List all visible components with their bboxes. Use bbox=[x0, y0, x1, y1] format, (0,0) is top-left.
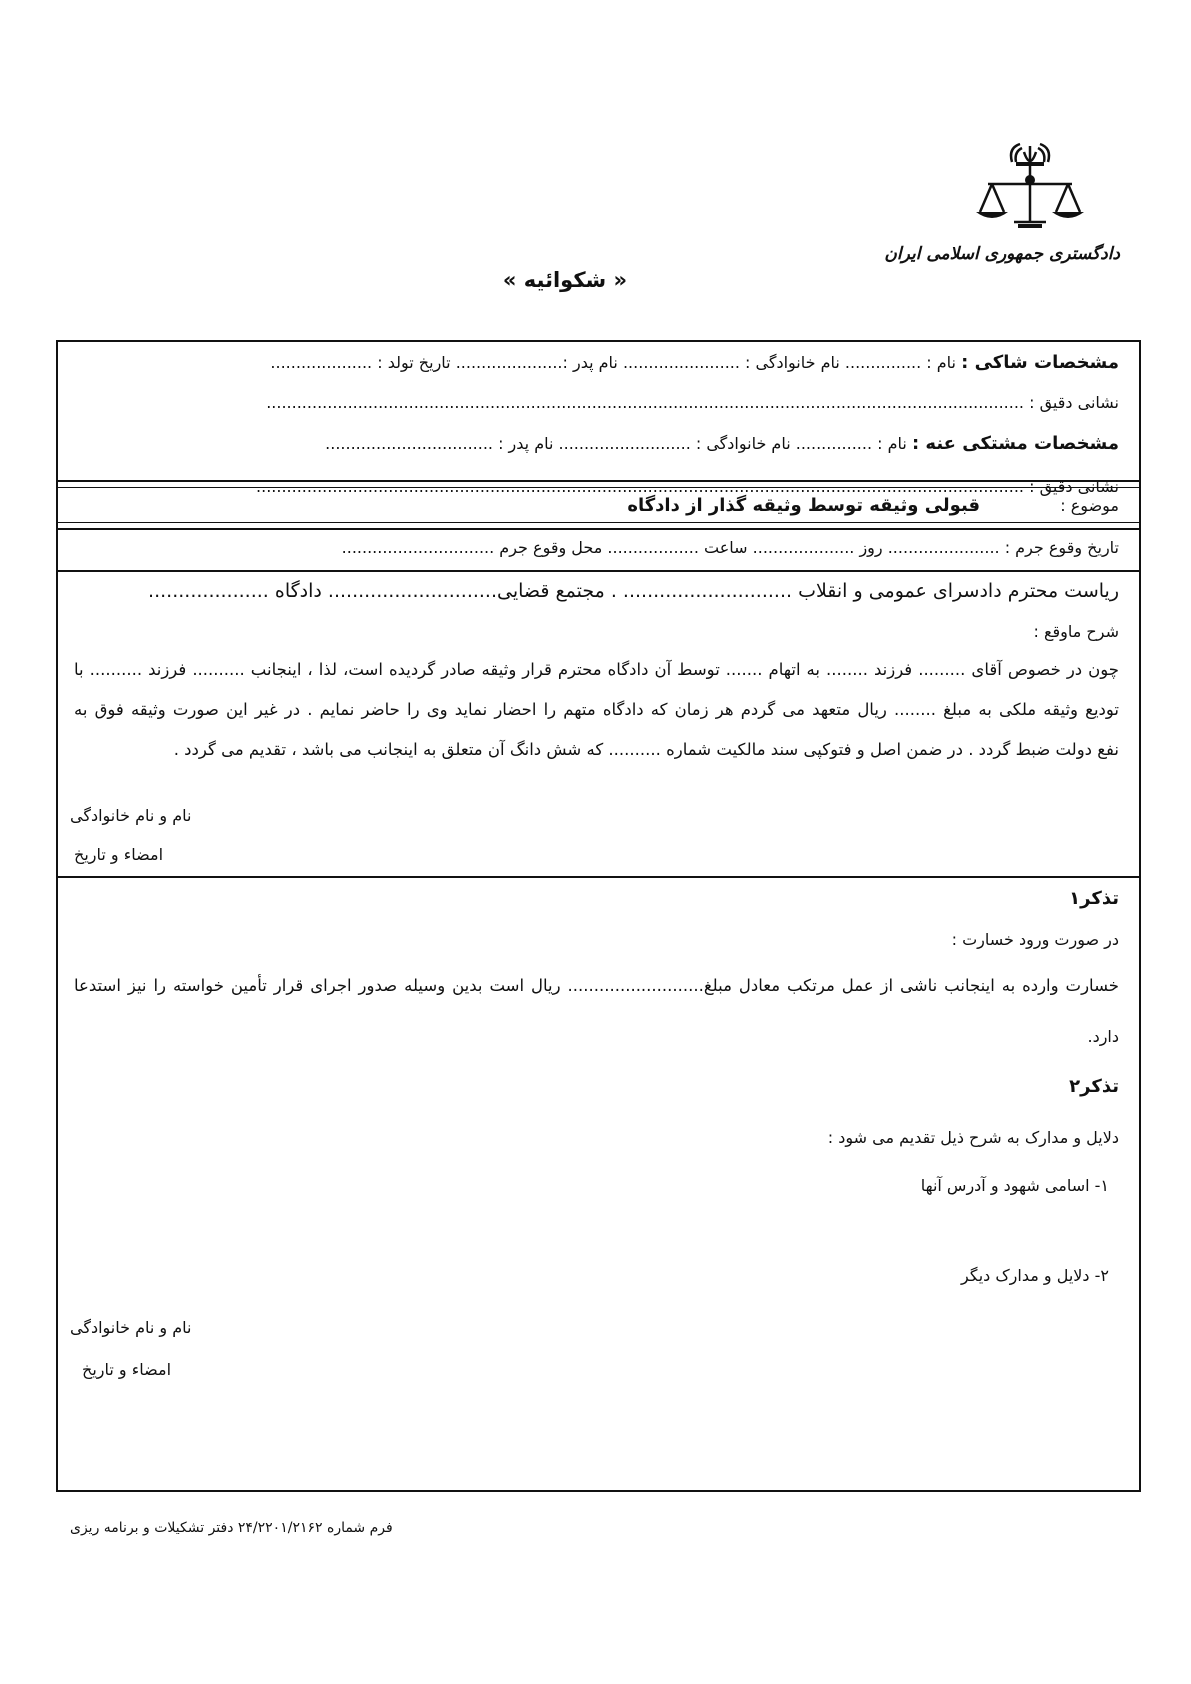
document-title: « شکوائیه » bbox=[502, 268, 628, 292]
note1-line: خسارت وارده به اینجانب ناشی از عمل مرتکب معادل مبلغ.......................... ریال است بدین وسیله صدور اجرای قرار تأمین خواسته را نیز استدعا bbox=[74, 976, 1119, 995]
facts-label: شرح ماوقع : bbox=[1033, 622, 1119, 641]
note1-intro: در صورت ورود خسارت : bbox=[951, 930, 1119, 949]
signature-name-label: نام و نام خانوادگی bbox=[70, 806, 192, 825]
crime-details: تاریخ وقوع جرم : ...................... روز .................... ساعت .................. محل وقوع جرم .............................. bbox=[341, 538, 1119, 557]
defendant-heading: مشخصات مشتکی عنه : bbox=[911, 433, 1119, 454]
note2-title: تذکر۲ bbox=[1069, 1076, 1119, 1097]
defendant-row bbox=[325, 433, 1119, 454]
signature-date-label: امضاء و تاریخ bbox=[74, 845, 164, 864]
subject-value: قبولی وثیقه توسط وثیقه گذار از دادگاه bbox=[627, 495, 981, 516]
note1-title: تذکر۱ bbox=[1069, 888, 1119, 909]
emblem-icon bbox=[970, 140, 1090, 235]
complainant-address: نشانی دقیق : ..................................................................................................................................................... bbox=[266, 393, 1119, 412]
complainant-row bbox=[270, 352, 1119, 373]
defendant-fields: نام : ............... نام خانوادگی : .......................... نام پدر : ................................. bbox=[325, 434, 907, 453]
signature-date-label: امضاء و تاریخ bbox=[82, 1360, 172, 1379]
complainant-heading: مشخصات شاکی : bbox=[961, 352, 1119, 373]
facts-line: نفع دولت ضبط گردد . در ضمن اصل و فتوکپی سند مالکیت شماره .......... که شش دانگ آن متعلق به اینجانب می باشد ، تقدیم می گردد . bbox=[173, 740, 1119, 759]
note1-line: دارد. bbox=[1087, 1027, 1119, 1046]
note2-intro: دلایل و مدارک به شرح ذیل تقدیم می شود : bbox=[827, 1128, 1119, 1147]
subject-row bbox=[627, 495, 1119, 516]
form-number-footer: فرم شماره ۲۴/۲۲۰۱/۲۱۶۲ دفتر تشکیلات و برنامه ریزی bbox=[70, 1520, 393, 1536]
divider bbox=[56, 876, 1141, 878]
divider bbox=[56, 570, 1141, 572]
note2-item: ۱- اسامی شهود و آدرس آنها bbox=[920, 1176, 1109, 1195]
defendant-address: نشانی دقیق : ....................................................................................................................................................... bbox=[256, 477, 1119, 496]
facts-line: تودیع وثیقه ملکی به مبلغ ........ ریال متعهد می گردم هر زمان که دادگاه متهم را احضار نماید وی را حاضر نمایم . در غیر این صورت وثیقه فوق به bbox=[74, 700, 1119, 719]
addressee: ریاست محترم دادسرای عمومی و انقلاب ............................ . مجتمع قضایی............................ دادگاه .................... bbox=[148, 580, 1119, 602]
signature-name-label: نام و نام خانوادگی bbox=[70, 1318, 192, 1337]
note2-item: ۲- دلایل و مدارک دیگر bbox=[961, 1266, 1109, 1285]
complainant-fields: نام : ............... نام خانوادگی : ....................... نام پدر :..................... تاریخ تولد : .................... bbox=[270, 353, 957, 372]
organization-name: دادگستری جمهوری اسلامی ایران bbox=[884, 244, 1120, 264]
divider bbox=[56, 528, 1141, 530]
divider bbox=[56, 522, 1141, 523]
facts-line: چون در خصوص آقای ......... فرزند ........ به اتهام ....... توسط آن دادگاه محترم قرار وثیقه صادر گردیده است، لذا ، اینجانب .......... فرزند .......... با bbox=[74, 660, 1119, 679]
subject-label: موضوع : bbox=[1060, 496, 1119, 515]
